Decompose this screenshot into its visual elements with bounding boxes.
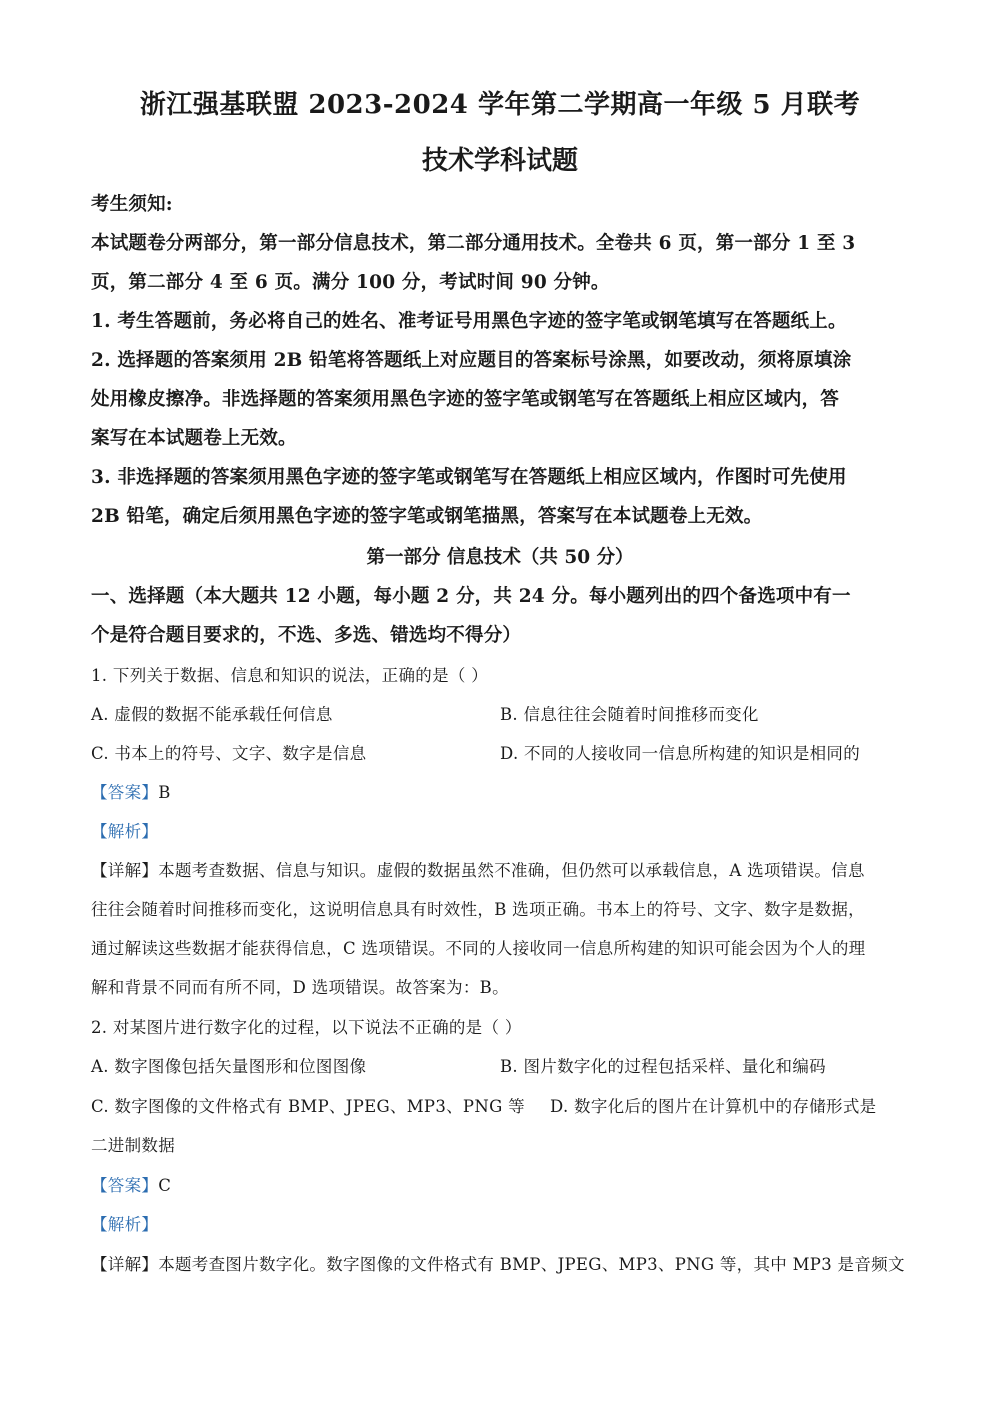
notice-line: 本试题卷分两部分，第一部分信息技术，第二部分通用技术。全卷共 6 页，第一部分 1 至 3 [91, 233, 856, 254]
option-c: C. 数字图像的文件格式有 BMP、JPEG、MP3、PNG 等 [91, 1097, 525, 1116]
notice-line: 2B 铅笔，确定后须用黑色字迹的签字笔或钢笔描黑，答案写在本试题卷上无效。 [91, 506, 763, 527]
answer-tag: 【答案】 [91, 783, 159, 802]
section-heading: 一、选择题（本大题共 12 小题，每小题 2 分，共 24 分。每小题列出的四个备选项中有一 [91, 586, 851, 607]
option-b: B. 图片数字化的过程包括采样、量化和编码 [500, 1057, 826, 1076]
notice-line: 页，第二部分 4 至 6 页。满分 100 分，考试时间 90 分钟。 [91, 272, 610, 293]
notice-line: 1. 考生答题前，务必将自己的姓名、准考证号用黑色字迹的签字笔或钢笔填写在答题纸上。 [91, 311, 847, 332]
option-a: A. 数字图像包括矢量图形和位图图像 [91, 1057, 367, 1076]
notice-line: 案写在本试题卷上无效。 [91, 428, 297, 449]
detail-line: 通过解读这些数据才能获得信息，C 选项错误。不同的人接收同一信息所构建的知识可能会因为个人的理 [91, 939, 866, 958]
analysis-tag: 【解析】 [91, 1215, 159, 1234]
exam-title: 浙江强基联盟 2023-2024 学年第二学期高一年级 5 月联考 [139, 90, 861, 120]
detail-line: 解和背景不同而有所不同，D 选项错误。故答案为：B。 [91, 978, 509, 997]
notice-line: 3. 非选择题的答案须用黑色字迹的签字笔或钢笔写在答题纸上相应区域内，作图时可先使用 [91, 467, 847, 488]
option-d-continued: 二进制数据 [91, 1136, 175, 1155]
detail-tag: 【详解】 [91, 1255, 159, 1274]
detail-text: 本题考查数据、信息与知识。虚假的数据虽然不准确，但仍然可以承载信息，A 选项错误。信息 [158, 861, 865, 880]
answer-line [91, 779, 171, 803]
notice-line: 处用橡皮擦净。非选择题的答案须用黑色字迹的签字笔或钢笔写在答题纸上相应区域内，答 [91, 389, 840, 410]
detail-text: 本题考查图片数字化。数字图像的文件格式有 BMP、JPEG、MP3、PNG 等，其中 MP3 是音频文 [158, 1255, 905, 1274]
answer-value: C [158, 1176, 172, 1195]
answer-line [91, 1172, 171, 1196]
notice-heading: 考生须知: [91, 194, 173, 215]
analysis-tag: 【解析】 [91, 822, 159, 841]
option-b: B. 信息往往会随着时间推移而变化 [500, 705, 759, 724]
answer-tag: 【答案】 [91, 1176, 159, 1195]
section-heading: 个是符合题目要求的，不选、多选、错选均不得分） [91, 625, 522, 646]
part-title: 第一部分 信息技术（共 50 分） [366, 547, 634, 568]
option-a: A. 虚假的数据不能承载任何信息 [91, 705, 333, 724]
exam-subtitle: 技术学科试题 [421, 146, 578, 176]
detail-line: 往往会随着时间推移而变化，这说明信息具有时效性，B 选项正确。书本上的符号、文字、数字是数据， [91, 900, 865, 919]
option-d: D. 不同的人接收同一信息所构建的知识是相同的 [500, 744, 861, 763]
detail-line [91, 857, 865, 881]
question-stem: 1. 下列关于数据、信息和知识的说法，正确的是（ ） [91, 666, 489, 685]
detail-tag: 【详解】 [91, 861, 159, 880]
notice-line: 2. 选择题的答案须用 2B 铅笔将答题纸上对应题目的答案标号涂黑，如要改动，须将原填涂 [91, 350, 852, 371]
option-d: D. 数字化后的图片在计算机中的存储形式是 [550, 1097, 877, 1116]
answer-value: B [158, 783, 171, 802]
question-stem: 2. 对某图片进行数字化的过程，以下说法不正确的是（ ） [91, 1018, 522, 1037]
detail-line [91, 1251, 905, 1275]
option-c: C. 书本上的符号、文字、数字是信息 [91, 744, 367, 763]
